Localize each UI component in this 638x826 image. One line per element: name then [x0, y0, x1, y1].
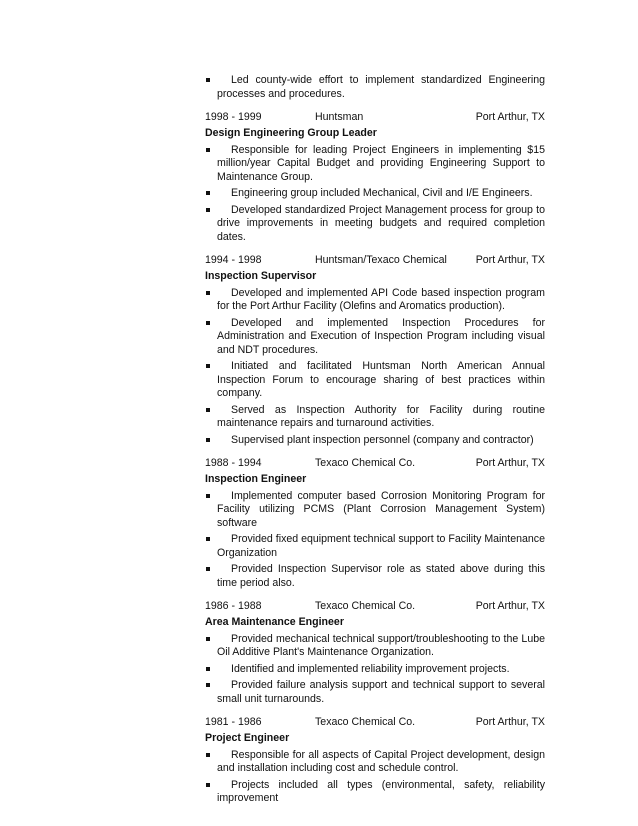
top-bullet-list	[205, 74, 545, 101]
job-company: Huntsman/Texaco Chemical	[315, 254, 447, 266]
job-title: Project Engineer	[205, 732, 290, 744]
bullet-item: Served as Inspection Authority for Facility during routine maintenance repairs and turnaround activities.	[205, 404, 545, 431]
job-meta-row	[205, 716, 545, 730]
bullet-item: Provided mechanical technical support/troubleshooting to the Lube Oil Additive Plant's Maintenance Organization.	[205, 633, 545, 660]
job-bullet-list	[205, 144, 545, 245]
job-title: Area Maintenance Engineer	[205, 616, 344, 628]
job-entry	[205, 457, 545, 590]
job-location: Port Arthur, TX	[475, 457, 545, 469]
job-entry	[205, 600, 545, 706]
bullet-item: Implemented computer based Corrosion Monitoring Program for Facility utilizing PCMS (Plant Corrosion Management System) software	[205, 490, 545, 531]
job-years: 1994 - 1998	[205, 254, 262, 266]
job-company: Texaco Chemical Co.	[315, 457, 416, 469]
bullet-item: Projects included all types (environmental, safety, reliability improvement	[205, 779, 545, 806]
bullet-item: Supervised plant inspection personnel (company and contractor)	[205, 434, 545, 448]
bullet-item: Developed standardized Project Management process for group to drive improvements in meeting budgets and required completion dates.	[205, 204, 545, 245]
job-title: Inspection Supervisor	[205, 270, 317, 282]
job-bullet-list	[205, 287, 545, 448]
job-company: Texaco Chemical Co.	[315, 600, 416, 612]
job-bullet-list	[205, 633, 545, 707]
bullet-item: Responsible for leading Project Engineers in implementing $15 million/year Capital Budget and providing Engineering Support to Maintenance Group.	[205, 144, 545, 185]
job-bullet-list	[205, 490, 545, 591]
job-location: Port Arthur, TX	[475, 600, 545, 612]
job-years: 1986 - 1988	[205, 600, 262, 612]
experience-list	[205, 111, 545, 806]
job-meta-row	[205, 111, 545, 125]
bullet-item: Developed and implemented API Code based inspection program for the Port Arthur Facility (Olefins and Aromatics production).	[205, 287, 545, 314]
bullet-item: Engineering group included Mechanical, Civil and I/E Engineers.	[205, 187, 545, 201]
job-entry	[205, 716, 545, 806]
job-years: 1981 - 1986	[205, 716, 262, 728]
job-location: Port Arthur, TX	[475, 111, 545, 123]
job-company: Huntsman	[315, 111, 364, 123]
bullet-item: Identified and implemented reliability improvement projects.	[205, 663, 545, 677]
job-company: Texaco Chemical Co.	[315, 716, 416, 728]
job-entry	[205, 254, 545, 447]
job-years: 1988 - 1994	[205, 457, 262, 469]
job-meta-row	[205, 254, 545, 268]
job-years: 1998 - 1999	[205, 111, 262, 123]
job-entry	[205, 111, 545, 244]
bullet-item: Provided fixed equipment technical support to Facility Maintenance Organization	[205, 533, 545, 560]
job-location: Port Arthur, TX	[475, 716, 545, 728]
resume-page	[205, 74, 545, 816]
job-bullet-list	[205, 749, 545, 806]
job-title: Design Engineering Group Leader	[205, 127, 377, 139]
job-location: Port Arthur, TX	[475, 254, 545, 266]
bullet-item: Led county-wide effort to implement standardized Engineering processes and procedures.	[205, 74, 545, 101]
bullet-item: Provided failure analysis support and technical support to several small unit turnarounds.	[205, 679, 545, 706]
bullet-item: Developed and implemented Inspection Procedures for Administration and Execution of Inspection Program including visual and NDT procedures.	[205, 317, 545, 358]
bullet-item: Responsible for all aspects of Capital Project development, design and installation including cost and schedule control.	[205, 749, 545, 776]
job-meta-row	[205, 600, 545, 614]
job-meta-row	[205, 457, 545, 471]
bullet-item: Initiated and facilitated Huntsman North American Annual Inspection Forum to encourage sharing of best practices within company.	[205, 360, 545, 401]
bullet-item: Provided Inspection Supervisor role as stated above during this time period also.	[205, 563, 545, 590]
job-title: Inspection Engineer	[205, 473, 307, 485]
